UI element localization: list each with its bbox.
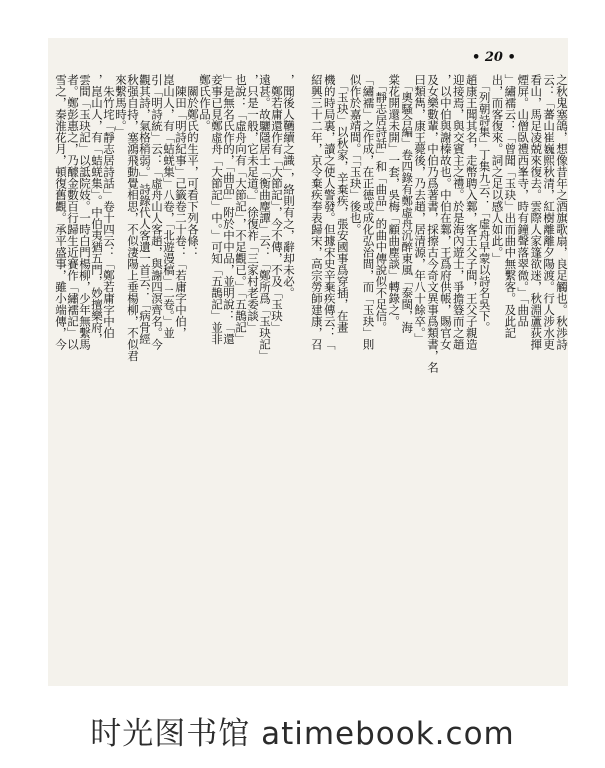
text-column: 陳田「明詩紀事」己籤卷二十卷：「若庸字中伯， <box>174 74 188 339</box>
text-column: 也說：「虛舟向有「大節記」，不足觀已。」「五鵲記」 <box>234 74 248 345</box>
text-column: 「繡襦」之作成，在正德或成化弘治間，而「玉玦」則 <box>361 74 376 350</box>
text-column: 之秋鬼塞鴿，想像昔年之酒旗歌扇，良足觸也。秋渉詩 <box>555 74 569 350</box>
text-column: 者。鄭彭惠之，乃醵金數百行歸生近賽作「繡襦記」以 <box>66 74 80 350</box>
text-column: ，以中伯與謝榛故也。中伯在鄴，王爲府供帳，賜官女 <box>438 74 453 350</box>
text-column: 鄭若庸還作有「大節記」，今不傳，不及「玉玦」 <box>270 74 284 333</box>
text-column: 棠花開還未開」一套，吳梅「顧曲塵談」轉錄之。 <box>387 74 402 327</box>
text-column: 曰類雋，康王薨後，乃去趙，居清源，年八十餘卒。」 <box>413 74 428 345</box>
text-column: 「靜志居詩話」和「曲品」的曲中傳說似不足信。 <box>374 74 389 333</box>
text-column: 紹興三十二年，京令棄疾奉表歸宋，高宗勞師建康，召 <box>309 74 324 350</box>
text-column: 遠甚。故驪隱居士「衡曲麈譚」云：「鄭所爲「玉玦記」 <box>258 74 272 362</box>
text-column: 出，而客復來。詞之足以感人如此。」 <box>490 74 505 264</box>
text-column: 云：「蕃山崔巍熙秋清，紅樹離離夕陽渡。行人涉水更 <box>542 74 557 350</box>
text-column: 妾事已見鄭虛舟「大節記」中。」可知「五鵲記」並非 <box>210 74 224 345</box>
text-column: 趙康王聞其名，走幣聘入鄴，客王父子間，王父子親造 <box>464 74 479 350</box>
text-column: 秋强自持，塞鴻飛動覺相思，不似淒陽上垂楊柳，不似君 <box>126 74 140 362</box>
text-column: 雲間「玉玦記」以詆院妓。一時白門楊柳，少年無繫馬 <box>78 74 92 350</box>
text-column: 」是無名氏作的，「曲品」附於中中品，並明說：「還 <box>222 74 236 345</box>
text-column: 「玉玦」以秋家，辛棄疾，張安國事爲穿插，在畫 <box>335 74 350 333</box>
text-column: 觀其詩，氣格稍弱。」詩錄代人客遺一首云：「病骨經 <box>138 74 152 345</box>
text-column: 朱竹垞「靜志居詩話」卷十四云：「鄭若庸字中伯 <box>102 74 116 339</box>
text-column: 來繫馬時。」 <box>114 74 128 138</box>
text-column: 鄭氏作品。 <box>198 74 212 132</box>
text-column: 」繡襦云：「曾聞「玉玦」出而曲中無繫客。及此記 <box>503 74 518 339</box>
text-column: 雪之，秦淮花月，頓復舊觀。承平盛事，雖小端傳，今 <box>54 74 68 350</box>
text-column: 及女樂數輩，中伯乃爲著書，採擦古今奇文異事爲類書，名 <box>426 74 440 373</box>
page-number: • 20 • <box>472 50 516 65</box>
text-column: 崑山人，有「蛣蜣集」八卷，「北遊漫稿」二卷。」並 <box>162 74 176 339</box>
text-column: 「列朝詩集」丁集九云：「虛舟早蒙以詩名吳下。 <box>477 74 492 333</box>
text-column: ，崑山人，有「蛣蜣集」。中伯夷猶五門，妙擅樂府， <box>90 74 104 345</box>
text-column: ，只是一般，它未足道。」徐復祚「三家村老委談」 <box>246 74 260 333</box>
text-column: 引「明詩統」云：「虛舟山人客趙，與謝四溟齊名。今 <box>150 74 164 350</box>
text-column: 機的時局裏，讀之使人警發。但據宋史辛棄疾傳云：「 <box>322 74 337 350</box>
watermark: 时光图书馆 atimebook.com <box>90 716 515 752</box>
text-column: ，聞後人韉續之識」，絡則有之，辭却未必。 <box>282 74 296 299</box>
text-column: 似作於嘉靖間。「「玉玦」後也。 <box>348 74 363 235</box>
text-column: 「奧騷合編」卷四錄有鄭虛舟沉醉東風「泰閩，海 <box>400 74 415 333</box>
text-column: 關於鄭氏的生平，可看下列各條： <box>186 74 200 258</box>
text-column: 看山，馬足凌兢來復去。雲際人家篷欲迷，秋淵蘆荻揮 <box>529 74 544 350</box>
text-column: 煙屏。山僧臥禮西峯寺，時有鐘聲落翠微。」「曲品 <box>516 74 531 327</box>
text-column: 迎接焉，與交賓主之禮。於是海內遊士，爭擔簦而之趙 <box>451 74 466 350</box>
